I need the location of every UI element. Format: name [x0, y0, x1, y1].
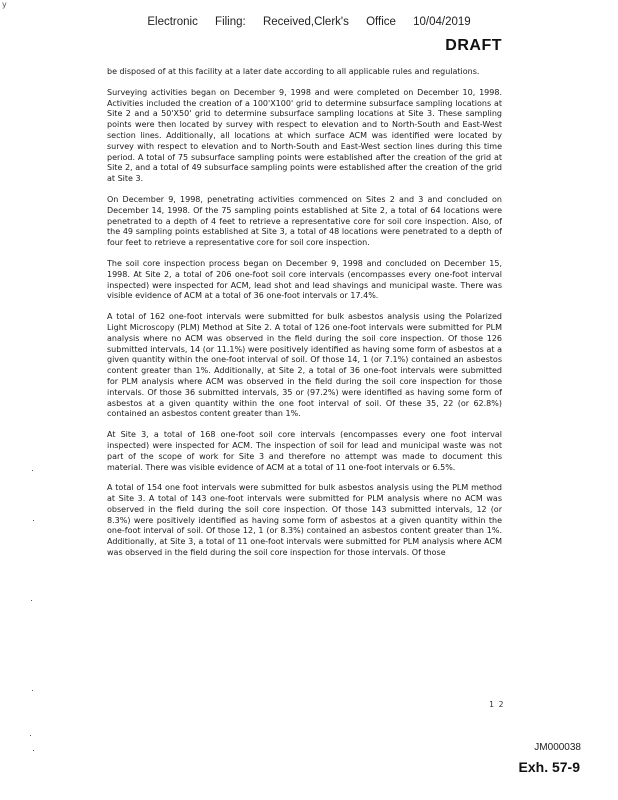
page-number: 1 2 [489, 700, 504, 709]
paragraph-plm-site2: A total of 162 one-foot intervals were submitted for bulk asbestos analysis using the Polarized Light Microscopy (PLM) Method at Site 2. A total of 126 one-foot intervals were submitted for PLM analysis where no ACM was observed in the field during the soil core inspection. Of those 126 submitted intervals, 14 (or 11.1%) were positively identified as having some form of asbestos at a given quantity within the one-foot interval of soil. Of those 14, 1 (or 7.1%) contained an asbestos content greater than 1%. Additionally, at Site 2, a total of 36 one-foot intervals were submitted for PLM analysis where ACM was observed in the field during the soil core inspection for those intervals. Of those 36 submitted intervals, 35 or (97.2%) were identified as having some form of asbestos at a given quantity within the one foot interval of soil. Of these 35, 22 (or 62.8%) contained an asbestos content greater than 1%. [107, 312, 502, 419]
bates-number: JM000038 [534, 742, 581, 753]
scan-speck [33, 520, 34, 521]
exhibit-label: Exh. 57-9 [518, 759, 580, 775]
paragraph-penetrating: On December 9, 1998, penetrating activities commenced on Sites 2 and 3 and concluded on December 14, 1998. Of the 75 sampling points established at Site 2, a total of 64 locations were penetrated to a depth of 4 feet to retrieve a representative core for soil core inspection. Also, of the 49 sampling points established at Site 3, a total of 48 locations were penetrated to a depth of four feet to retrieve a representative core for soil core inspection. [107, 194, 502, 248]
filing-date: 10/04/2019 [413, 16, 471, 28]
filing-prefix: Electronic [147, 16, 198, 28]
paragraph-plm-site3: A total of 154 one foot intervals were submitted for bulk asbestos analysis using the PLM method at Site 3. A total of 143 one-foot intervals were submitted for PLM analysis where no ACM was observed in the field during the soil core inspection. Of those 143 submitted intervals, 12 (or 8.3%) were positively identified as having some form of asbestos at a given quantity within the one-foot interval of soil. Of those 12, 1 (or 8.3%) contained an asbestos content greater than 1%. Additionally, at Site 3, a total of 11 one-foot intervals were submitted for PLM analysis where ACM was observed in the field during the soil core inspection for those intervals. Of those [107, 483, 502, 558]
document-body [107, 67, 502, 569]
scan-speck [33, 750, 34, 751]
filing-stamp [0, 16, 618, 28]
filing-received: Received,Clerk's [262, 16, 349, 28]
corner-mark: y [2, 0, 7, 9]
draft-label: DRAFT [445, 37, 502, 54]
scan-speck [31, 600, 32, 601]
paragraph-soil-core-site3: At Site 3, a total of 168 one-foot soil core intervals (encompasses every one foot interval inspected) were inspected for ACM. The inspection of soil for lead and municipal waste was not part of the scope of work for Site 3 and therefore no attempt was made to document this material. There was visible evidence of ACM at a total of 11 one-foot intervals or 6.5%. [107, 430, 502, 472]
scan-speck [30, 735, 31, 736]
scan-speck [32, 470, 33, 471]
paragraph-surveying: Surveying activities began on December 9, 1998 and were completed on December 10, 1998. Activities included the creation of a 100'X100' grid to determine subsurface sampling locations at Site 2 and a 50'X50' grid to determine subsurface sampling locations at Site 3. These sampling points were then located by survey with respect to elevation and to North-South and East-West section lines. Additionally, all locations at which surface ACM was identified were located by survey with respect to elevation and to North-South and East-West section lines during this time period. A total of 75 subsurface sampling points were established after the creation of the grid at Site 2, and a total of 49 subsurface sampling points were established after the creation of the grid at Site 3. [107, 87, 502, 184]
paragraph-continuation: be disposed of at this facility at a later date according to all applicable rules and regulations. [107, 67, 480, 76]
paragraph-soil-core-site2: The soil core inspection process began on December 9, 1998 and concluded on December 15, 1998. At Site 2, a total of 206 one-foot soil core intervals (encompasses every one-foot interval inspected) were inspected for ACM, lead shot and lead shavings and municipal waste. There was visible evidence of ACM at a total of 36 one-foot intervals or 17.4%. [107, 258, 502, 301]
filing-label: Filing: [215, 16, 246, 28]
scan-speck [32, 690, 33, 691]
filing-office: Office [366, 16, 396, 28]
